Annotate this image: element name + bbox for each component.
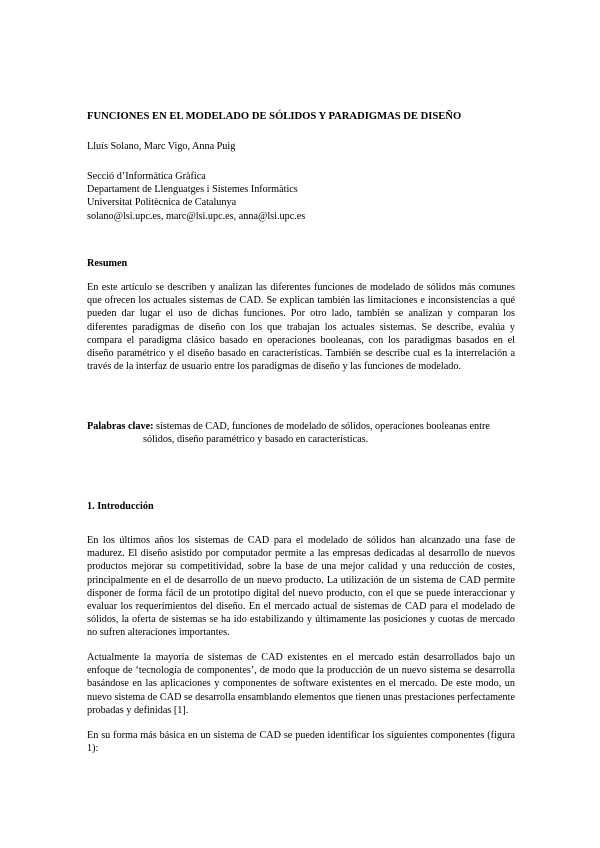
affiliation-university: Universitat Politècnica de Catalunya — [87, 197, 237, 209]
affiliation-department: Departament de Llenguatges i Sistemes Informàtics — [87, 184, 298, 196]
intro-paragraph-1: En los últimos años los sistemas de CAD para el modelado de sólidos han alcanzado una fase de madurez. El diseño asistido por computador permite a las empresas dedicadas al desarrollo de nuevos productos mejorar su competitividad, sobre la base de una mejor calidad y una reducción de costes, principalmente en el de desarrollo de un nuevo producto. La utilización de un sistema de CAD permite disponer de forma fácil de un prototipo digital del nuevo producto, con el que se puede interaccionar y evaluar los requerimientos del diseño. En el mercado actual de sistemas de CAD para el modelado de sólidos, la oferta de sistemas se ha ido estabilizando y últimamente las posiciones y cuotas de mercado no sufren alteraciones importantes. — [87, 535, 515, 639]
keywords — [87, 420, 515, 446]
authors: Lluís Solano, Marc Vigo, Anna Puig — [87, 141, 236, 152]
paper-title: FUNCIONES EN EL MODELADO DE SÓLIDOS Y PARADIGMAS DE DISEÑO — [87, 111, 462, 122]
abstract-heading: Resumen — [87, 258, 128, 269]
keywords-line-1: sistemas de CAD, funciones de modelado de sólidos, operaciones booleanas entre — [156, 421, 490, 432]
section-heading: 1. Introducción — [87, 501, 154, 512]
affiliation-group: Secció d’Informàtica Gràfica — [87, 171, 206, 182]
intro-paragraph-3: En su forma más básica en un sistema de CAD se pueden identificar los siguientes componentes (figura 1): — [87, 730, 515, 755]
intro-paragraph-2: Actualmente la mayoría de sistemas de CAD existentes en el mercado están desarrollados bajo un enfoque de ‘tecnología de componentes’, de modo que la producción de un nuevo sistema se desarrolla basándose en las aplicaciones y componentes de software existentes en el mercado. De este modo, un nuevo sistema de CAD se desarrolla ensamblando elementos que tienen unas prestaciones perfectamente probadas y definidas [1]. — [87, 652, 515, 716]
abstract-text: En este artículo se describen y analizan las diferentes funciones de modelado de sólidos más comunes que ofrecen los actuales sistemas de CAD. Se explican también las limitaciones e inconsistencias a qué pueden dar lugar el uso de dichas funciones. Por otro lado, también se analizan y comparan los diferentes paradigmas de diseño con los que trabajan los actuales sistemas. Se describe, evalúa y compara el paradigma clásico basado en operaciones booleanas, con los paradigmas basados en el diseño paramétrico y el diseño basado en características. También se describe cual es la interrelación a través de la interfaz de usuario entre los paradigmas de diseño y las funciones de modelado. — [87, 282, 515, 373]
author-emails: solano@lsi.upc.es, marc@lsi.upc.es, anna@lsi.upc.es — [87, 210, 306, 222]
keywords-label: Palabras clave: — [87, 421, 154, 432]
keywords-line-2: sólidos, diseño paramétrico y basado en características. — [143, 434, 369, 446]
affiliation-block — [87, 170, 305, 223]
